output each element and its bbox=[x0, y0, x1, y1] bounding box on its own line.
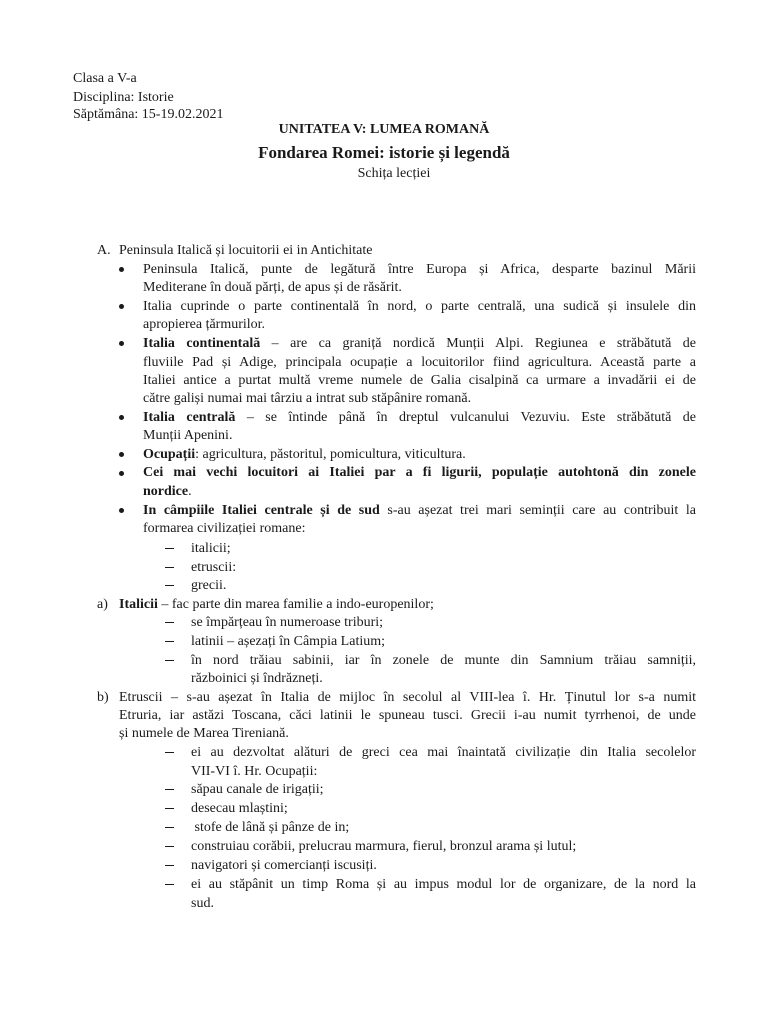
dash-icon bbox=[165, 567, 174, 568]
list-item: grecii. bbox=[191, 578, 227, 593]
bullet-text: Italiei antice a purtat multă vreme numele de Galia cisalpină ca urmare a invadării ei de bbox=[143, 373, 696, 388]
etruscii-text: Etruscii – s-au așezat în Italia de mijloc în secolul al VIII-lea î. Hr. Ținutul lor s-a numit bbox=[119, 690, 696, 705]
list-item: navigatori și comercianți iscusiți. bbox=[191, 858, 377, 873]
dash-icon bbox=[165, 808, 174, 809]
list-item: sud. bbox=[191, 896, 214, 911]
bullet-icon bbox=[119, 304, 124, 309]
unit-title: UNITATEA V: LUMEA ROMANĂ bbox=[278, 122, 490, 137]
section-a-marker-sub: a) bbox=[97, 597, 108, 612]
class-label: Clasa a V-a bbox=[73, 71, 137, 86]
bullet-text: fluviile Pad și Adige, principala ocupație a locuitorilor fiind agricultura. Această parte a bbox=[143, 355, 696, 370]
discipline-label: Disciplina: Istorie bbox=[73, 90, 174, 105]
bullet-icon bbox=[119, 415, 124, 420]
bullet-text-rest: – se întinde până în dreptul vulcanului Vezuviu. Este străbătută de bbox=[235, 410, 696, 425]
dash-icon bbox=[165, 585, 174, 586]
bullet-text: apropierea țărmurilor. bbox=[143, 317, 266, 332]
list-item: se împărțeau în numeroase triburi; bbox=[191, 615, 384, 630]
bullet-text: Italia cuprinde o parte continentală în nord, o parte centrală, una sudică și insulele din bbox=[143, 299, 696, 314]
bullet-text bbox=[143, 445, 466, 464]
list-item: etruscii: bbox=[191, 560, 237, 575]
etruscii-text: Etruria, iar astăzi Toscana, căci latinii le spuneau tusci. Grecii i-au numit tyrrhenoi, de unde bbox=[119, 708, 696, 723]
dash-icon bbox=[165, 884, 174, 885]
dash-icon bbox=[165, 846, 174, 847]
lesson-subtitle bbox=[0, 166, 768, 182]
bullet-icon bbox=[119, 452, 124, 457]
list-item: VII-VI î. Hr. Ocupații: bbox=[191, 764, 318, 779]
dash-icon bbox=[165, 789, 174, 790]
lesson-title: Fondarea Romei: istorie și legendă bbox=[258, 143, 510, 162]
list-item: desecau mlaștini; bbox=[191, 801, 288, 816]
bullet-text: Mediterane în două părți, de apus și de răsărit. bbox=[143, 280, 402, 295]
bold-term: In câmpiile Italiei centrale și de sud bbox=[143, 503, 380, 518]
bullet-text-rest: s-au așezat trei mari seminții care au contribuit la bbox=[379, 503, 696, 518]
section-a-marker: A. bbox=[97, 243, 111, 258]
dash-icon bbox=[165, 827, 174, 828]
list-item: ei au stăpânit un timp Roma și au impus modul lor de organizare, de la nord la bbox=[191, 877, 696, 892]
week-label: Săptămâna: 15-19.02.2021 bbox=[73, 107, 224, 122]
etruscii-text: și numele de Marea Tireniană. bbox=[119, 726, 289, 741]
bullet-icon bbox=[119, 471, 124, 476]
bold-term: nordice bbox=[143, 484, 189, 499]
bullet-text bbox=[143, 482, 192, 501]
bold-term: Ocupații bbox=[143, 447, 196, 462]
section-b-marker: b) bbox=[97, 690, 109, 705]
bullet-text-rest: . bbox=[188, 484, 192, 499]
list-item: construiau corăbii, prelucrau marmura, fierul, bronzul arama și lutul; bbox=[191, 839, 577, 854]
subtitle-text: Schița lecției bbox=[357, 166, 431, 181]
bullet-icon bbox=[119, 508, 124, 513]
list-item: latinii – așezați în Câmpia Latium; bbox=[191, 634, 386, 649]
section-a-heading: Peninsula Italică și locuitorii ei in Antichitate bbox=[119, 243, 373, 258]
bold-term: Italia centrală bbox=[143, 410, 236, 425]
list-item: ei au dezvoltat alături de greci cea mai înaintată civilizație din Italia secolelor bbox=[191, 745, 696, 760]
bullet-text: către galiși numai mai târziu a intrat sub stăpânire romană. bbox=[143, 391, 472, 406]
bold-term: Italicii bbox=[119, 597, 158, 612]
bullet-text: Munții Apenini. bbox=[143, 428, 233, 443]
dash-icon bbox=[165, 622, 174, 623]
italicii-text-rest: – fac parte din marea familie a indo-europenilor; bbox=[157, 597, 434, 612]
list-item: săpau canale de irigații; bbox=[191, 782, 324, 797]
dash-icon bbox=[165, 548, 174, 549]
list-item: italicii; bbox=[191, 541, 231, 556]
bullet-text bbox=[143, 408, 696, 427]
bullet-text-rest: – are ca graniță nordică Munții Alpi. Regiunea e străbătută de bbox=[260, 336, 696, 351]
dash-icon bbox=[165, 865, 174, 866]
bullet-text bbox=[143, 501, 696, 520]
dash-icon bbox=[165, 660, 174, 661]
dash-icon bbox=[165, 641, 174, 642]
bullet-icon bbox=[119, 267, 124, 272]
list-item: stofe de lână și pânze de in; bbox=[191, 820, 350, 835]
list-item: războinici și îndrăzneți. bbox=[191, 671, 323, 686]
bullet-icon bbox=[119, 341, 124, 346]
bullet-text: Cei mai vechi locuitori ai Italiei par a fi ligurii, populație autohtonă din zonele bbox=[143, 465, 696, 480]
bullet-text: formarea civilizației romane: bbox=[143, 521, 306, 536]
bold-term: Italia continentală bbox=[143, 336, 261, 351]
bullet-text bbox=[143, 334, 696, 353]
bullet-text: Peninsula Italică, punte de legătură între Europa și Africa, desparte bazinul Mării bbox=[143, 262, 696, 277]
bullet-text-rest: : agricultura, păstoritul, pomicultura, viticultura. bbox=[195, 447, 466, 462]
dash-icon bbox=[165, 752, 174, 753]
list-item: în nord trăiau sabinii, iar în zonele de munte din Samnium trăiau samniții, bbox=[191, 653, 696, 668]
italicii-text bbox=[119, 595, 434, 614]
